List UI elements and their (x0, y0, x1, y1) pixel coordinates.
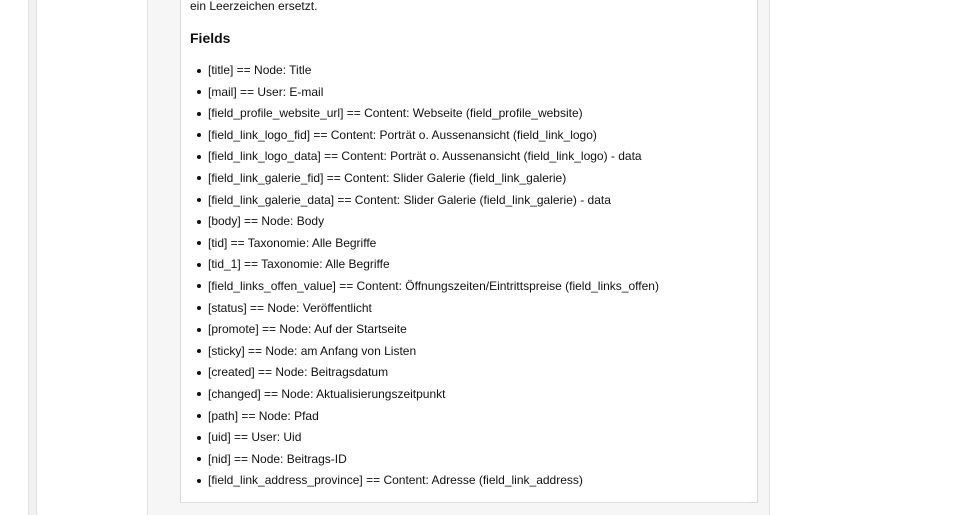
list-item: [field_link_galerie_fid] == Content: Slider Galerie (field_link_galerie) (190, 168, 659, 190)
intro-text: ein Leerzeichen ersetzt. (190, 0, 318, 13)
left-sidebar-rail (28, 0, 37, 515)
panel-divider (180, 502, 750, 503)
list-item: [tid] == Taxonomie: Alle Begriffe (190, 233, 659, 255)
list-item: [body] == Node: Body (190, 211, 659, 233)
list-item: [path] == Node: Pfad (190, 406, 659, 428)
list-item: [field_links_offen_value] == Content: Öffnungszeiten/Eintrittspreise (field_links_offen) (190, 276, 659, 298)
list-item: [uid] == User: Uid (190, 427, 659, 449)
list-item: [changed] == Node: Aktualisierungszeitpunkt (190, 384, 659, 406)
list-item: [tid_1] == Taxonomie: Alle Begriffe (190, 254, 659, 276)
list-item: [created] == Node: Beitragsdatum (190, 362, 659, 384)
list-item: [status] == Node: Veröffentlicht (190, 298, 659, 320)
list-item: [nid] == Node: Beitrags-ID (190, 449, 659, 471)
fields-heading: Fields (190, 30, 231, 46)
list-item: [title] == Node: Title (190, 60, 659, 82)
list-item: [field_link_logo_data] == Content: Porträt o. Aussenansicht (field_link_logo) - data (190, 146, 659, 168)
list-item: [promote] == Node: Auf der Startseite (190, 319, 659, 341)
list-item: [mail] == User: E-mail (190, 82, 659, 104)
list-item: [field_link_address_province] == Content: Adresse (field_link_address) (190, 470, 659, 492)
field-token-list (190, 60, 659, 492)
list-item: [sticky] == Node: am Anfang von Listen (190, 341, 659, 363)
list-item: [field_profile_website_url] == Content: Webseite (field_profile_website) (190, 103, 659, 125)
list-item: [field_link_logo_fid] == Content: Porträt o. Aussenansicht (field_link_logo) (190, 125, 659, 147)
list-item: [field_link_galerie_data] == Content: Slider Galerie (field_link_galerie) - data (190, 190, 659, 212)
